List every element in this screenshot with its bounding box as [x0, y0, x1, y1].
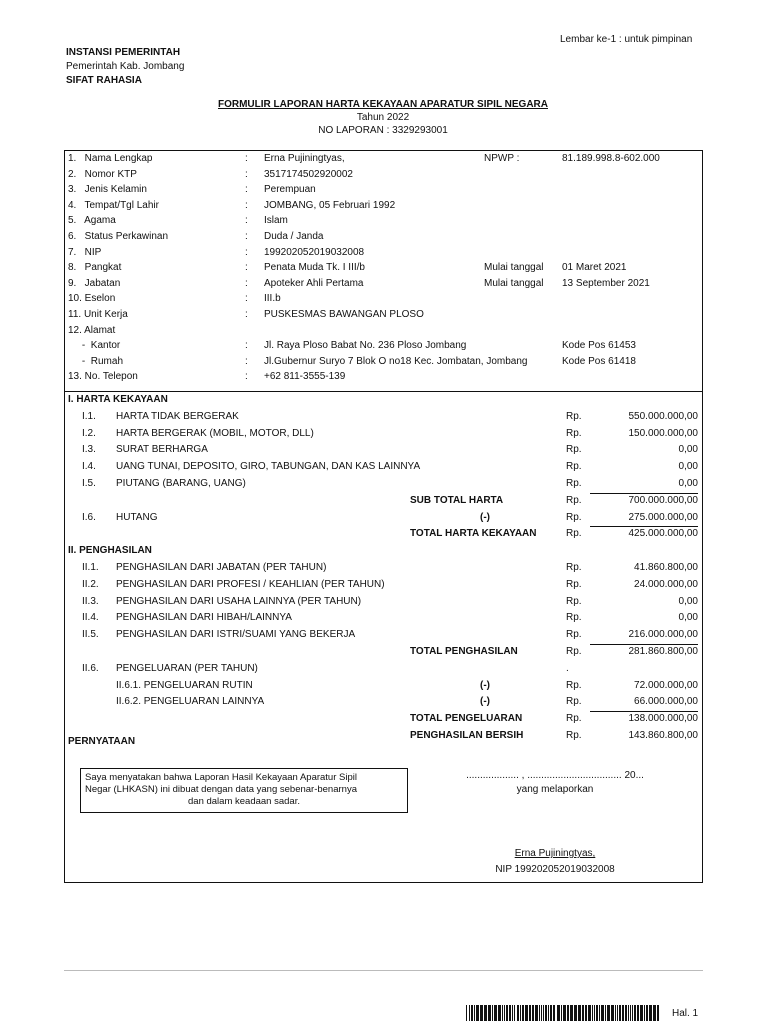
identity-label: 3. Jenis Kelamin	[68, 184, 147, 196]
identity-colon: :	[245, 262, 248, 274]
identity-colon: :	[245, 293, 248, 305]
expense-code: II.6.	[82, 662, 99, 674]
box-left-border	[64, 150, 65, 883]
npwp-value: 81.189.998.8-602.000	[562, 153, 660, 164]
asset-subtotal-amount: 700.000.000,00	[628, 494, 698, 506]
identity-value: Duda / Janda	[264, 231, 324, 242]
income-label: PENGHASILAN DARI HIBAH/LAINNYA	[116, 612, 292, 624]
identity-extra-label: Mulai tanggal	[484, 277, 544, 289]
debt-sign: (-)	[480, 511, 490, 523]
total-expense-label: TOTAL PENGELUARAN	[410, 713, 523, 725]
asset-code: I.5.	[82, 478, 96, 489]
net-income-amount: 143.860.800,00	[628, 730, 698, 741]
expense-item-sign: (-)	[480, 696, 490, 708]
identity-colon: :	[245, 168, 248, 180]
asset-amount: 0,00	[678, 478, 698, 489]
income-label: PENGHASILAN DARI ISTRI/SUAMI YANG BEKERJA	[116, 629, 356, 641]
currency-label: Rp.	[566, 595, 582, 607]
identity-colon: :	[245, 184, 248, 196]
box-right-border	[702, 150, 703, 883]
asset-amount: 0,00	[678, 461, 698, 473]
identity-colon: :	[245, 153, 248, 164]
identity-value: Jl.Gubernur Suryo 7 Blok O no18 Kec. Jombatan, Jombang	[264, 355, 528, 367]
identity-colon: :	[245, 309, 248, 320]
page-number: Hal. 1	[672, 1008, 699, 1019]
identity-label: 11. Unit Kerja	[68, 309, 128, 320]
identity-value: 199202052019032008	[264, 246, 365, 258]
asset-label: UANG TUNAI, DEPOSITO, GIRO, TABUNGAN, DAN KAS LAINNYA	[116, 461, 421, 473]
identity-label: - Rumah	[68, 355, 124, 367]
subtotal-rule	[590, 644, 698, 645]
currency-label: Rp.	[566, 444, 582, 456]
income-code: II.1.	[82, 562, 99, 573]
identity-label: - Kantor	[68, 340, 121, 352]
classification: SIFAT RAHASIA	[66, 75, 142, 86]
currency-label: Rp.	[566, 578, 582, 590]
asset-label: PIUTANG (BARANG, UANG)	[116, 478, 246, 489]
asset-label: HARTA BERGERAK (MOBIL, MOTOR, DLL)	[116, 427, 314, 439]
identity-label: 5. Agama	[68, 215, 116, 227]
currency-label: Rp.	[566, 427, 582, 439]
expense-item-amount: 72.000.000,00	[634, 679, 698, 691]
reporter-label: yang melaporkan	[516, 784, 594, 795]
asset-subtotal-label: SUB TOTAL HARTA	[410, 494, 504, 506]
currency-label: Rp.	[566, 629, 582, 641]
institution-label: INSTANSI PEMERINTAH	[66, 47, 181, 58]
institution-name: Pemerintah Kab. Jombang	[66, 61, 185, 72]
currency-label: Rp.	[566, 562, 582, 573]
asset-label: HARTA TIDAK BERGERAK	[116, 410, 239, 422]
total-expense-amount: 138.000.000,00	[628, 713, 698, 725]
income-amount: 0,00	[678, 595, 698, 607]
signature-date-line: ................... , .................................. 20...	[466, 770, 644, 781]
identity-label: 12. Alamat	[68, 324, 116, 336]
expense-item-sign: (-)	[480, 679, 490, 691]
identity-colon: :	[245, 231, 248, 242]
identity-extra-value: Kode Pos 61418	[562, 355, 636, 367]
expense-item-amount: 66.000.000,00	[634, 696, 698, 708]
asset-code: I.2.	[82, 427, 96, 439]
asset-code: I.1.	[82, 410, 96, 422]
expense-label: PENGELUARAN (PER TAHUN)	[116, 662, 258, 674]
identity-colon: :	[245, 277, 248, 289]
identity-value: Jl. Raya Ploso Babat No. 236 Ploso Jombang	[264, 340, 467, 352]
identity-label: 4. Tempat/Tgl Lahir	[68, 199, 159, 211]
income-code: II.3.	[82, 595, 99, 607]
income-amount: 41.860.800,00	[634, 562, 698, 573]
asset-code: I.3.	[82, 444, 96, 456]
income-code: II.2.	[82, 578, 99, 590]
statement-line-3: dan dalam keadaan sadar.	[188, 796, 300, 807]
identity-value: PUSKESMAS BAWANGAN PLOSO	[264, 309, 424, 320]
identity-extra-value: 13 September 2021	[562, 277, 650, 289]
identity-value: III.b	[264, 293, 281, 305]
identity-label: 6. Status Perkawinan	[68, 231, 169, 242]
signer-name: Erna Pujiningtyas,	[514, 848, 596, 859]
identity-label: 2. Nomor KTP	[68, 168, 137, 180]
box-top-border	[64, 150, 703, 151]
form-title: FORMULIR LAPORAN HARTA KEKAYAAN APARATUR SIPIL NEGARA	[217, 99, 548, 110]
identity-label: 8. Pangkat	[68, 262, 122, 274]
income-amount: 0,00	[678, 612, 698, 624]
expense-item-label: II.6.1. PENGELUARAN RUTIN	[116, 679, 253, 691]
identity-value: Islam	[264, 215, 288, 227]
sheet-note: Lembar ke-1 : untuk pimpinan	[560, 34, 693, 45]
income-code: II.4.	[82, 612, 99, 624]
currency-label: Rp.	[566, 646, 582, 657]
currency-label: Rp.	[566, 679, 582, 691]
asset-total-amount: 425.000.000,00	[628, 528, 698, 540]
statement-box	[80, 768, 408, 813]
identity-value: JOMBANG, 05 Februari 1992	[264, 199, 396, 211]
net-income-label: PENGHASILAN BERSIH	[410, 730, 524, 741]
income-code: II.5.	[82, 629, 99, 641]
identity-value: Erna Pujiningtyas,	[264, 153, 345, 164]
identity-value: Apoteker Ahli Pertama	[264, 277, 364, 289]
barcode-image	[466, 1005, 659, 1021]
income-section-title: II. PENGHASILAN	[68, 545, 152, 557]
report-year: Tahun 2022	[356, 112, 410, 123]
identity-divider	[64, 391, 703, 392]
currency-label: Rp.	[566, 461, 582, 473]
identity-extra-label: Mulai tanggal	[484, 262, 544, 274]
identity-extra-value: Kode Pos 61453	[562, 340, 636, 352]
identity-label: 13. No. Telepon	[68, 371, 138, 383]
subtotal-rule	[590, 526, 698, 527]
identity-colon: :	[245, 215, 248, 227]
identity-colon: :	[245, 246, 248, 258]
asset-amount: 550.000.000,00	[628, 410, 698, 422]
identity-colon: :	[245, 199, 248, 211]
box-bottom-border	[64, 882, 703, 883]
asset-total-label: TOTAL HARTA KEKAYAAN	[410, 528, 537, 540]
statement-title: PERNYATAAN	[68, 736, 136, 747]
debt-label: HUTANG	[116, 511, 158, 523]
identity-label: 1. Nama Lengkap	[68, 153, 153, 164]
identity-label: 9. Jabatan	[68, 277, 121, 289]
debt-code: I.6.	[82, 511, 96, 523]
income-amount: 216.000.000,00	[628, 629, 698, 641]
statement-line-1: Saya menyatakan bahwa Laporan Hasil Kekayaan Aparatur Sipil	[85, 772, 357, 783]
subtotal-rule	[590, 711, 698, 712]
total-income-label: TOTAL PENGHASILAN	[410, 646, 518, 657]
debt-amount: 275.000.000,00	[628, 511, 698, 523]
currency-label: Rp.	[566, 696, 582, 708]
currency-label: Rp.	[566, 528, 582, 540]
currency-label: Rp.	[566, 478, 582, 489]
identity-colon: :	[245, 340, 248, 352]
identity-label: 10. Eselon	[68, 293, 116, 305]
expense-item-label: II.6.2. PENGELUARAN LAINNYA	[116, 696, 265, 708]
identity-value: 3517174502920002	[264, 168, 353, 180]
currency-label: Rp.	[566, 410, 582, 422]
asset-amount: 150.000.000,00	[628, 427, 698, 439]
currency-label: Rp.	[566, 612, 582, 624]
currency-label: Rp.	[566, 730, 582, 741]
income-amount: 24.000.000,00	[634, 578, 698, 590]
identity-value: Penata Muda Tk. I III/b	[264, 262, 365, 274]
asset-code: I.4.	[82, 461, 96, 473]
statement-line-2: Negar (LHKASN) ini dibuat dengan data yang sebenar-benarnya	[85, 784, 357, 795]
income-label: PENGHASILAN DARI JABATAN (PER TAHUN)	[116, 562, 327, 573]
identity-colon: :	[245, 355, 248, 367]
income-label: PENGHASILAN DARI USAHA LAINNYA (PER TAHUN)	[116, 595, 362, 607]
identity-label: 7. NIP	[68, 246, 102, 258]
asset-label: SURAT BERHARGA	[116, 444, 208, 456]
report-number: NO LAPORAN : 3329293001	[318, 125, 448, 136]
identity-colon: :	[245, 371, 248, 383]
assets-section-title: I. HARTA KEKAYAAN	[68, 394, 168, 405]
signer-nip: NIP 199202052019032008	[495, 864, 615, 875]
subtotal-rule	[590, 493, 698, 494]
total-income-amount: 281.860.800,00	[628, 646, 698, 657]
npwp-label: NPWP :	[484, 153, 520, 164]
asset-amount: 0,00	[678, 444, 698, 456]
identity-value: Perempuan	[264, 184, 316, 196]
identity-value: +62 811-3555-139	[264, 371, 346, 383]
currency-label: Rp.	[566, 511, 582, 523]
currency-label: Rp.	[566, 713, 582, 725]
income-label: PENGHASILAN DARI PROFESI / KEAHLIAN (PER TAHUN)	[116, 578, 385, 590]
identity-extra-value: 01 Maret 2021	[562, 262, 627, 274]
currency-label: Rp.	[566, 494, 582, 506]
footer-rule	[64, 970, 703, 971]
expense-dot: .	[566, 662, 569, 674]
